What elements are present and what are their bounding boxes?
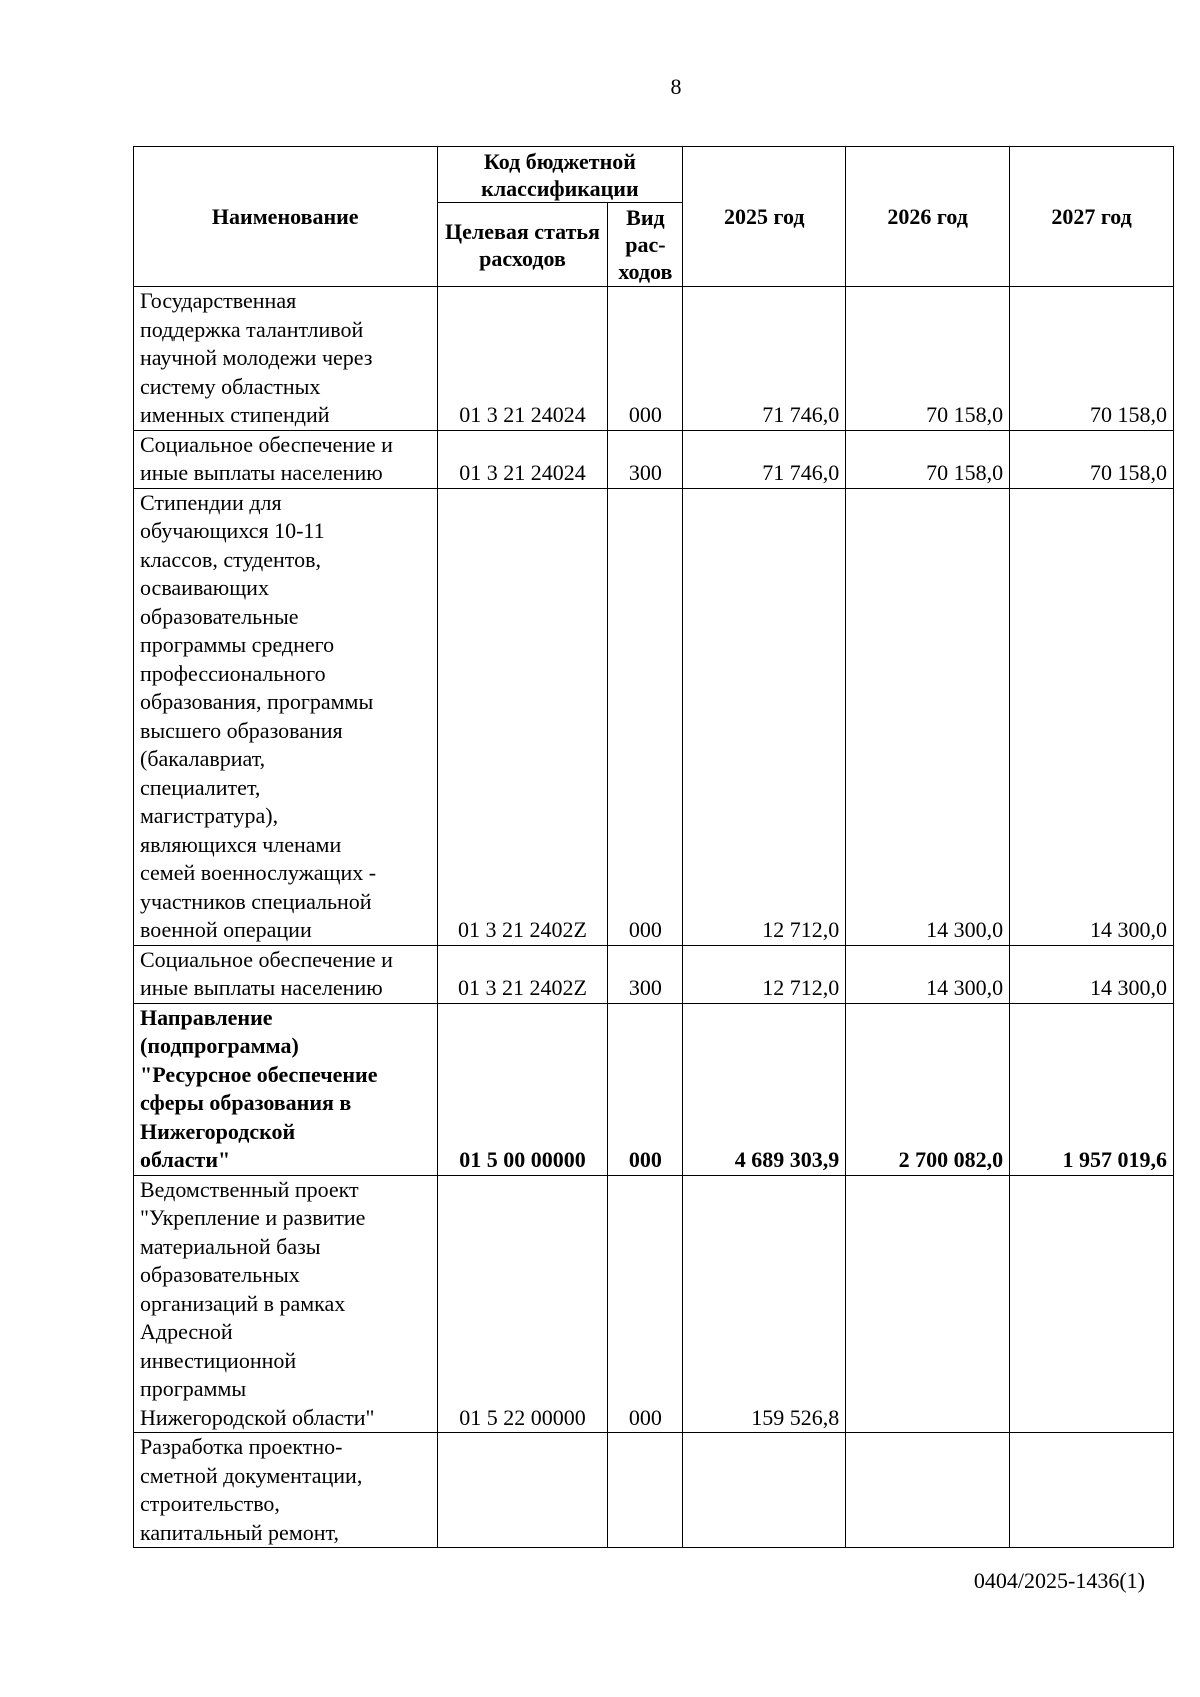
row-name-line: Адресной <box>140 1319 233 1344</box>
row-name-line: сферы образования в <box>140 1090 352 1115</box>
row-expense-kind: 300 <box>608 430 683 488</box>
table-body <box>134 287 1174 1548</box>
row-name-line: образования, программы <box>140 689 374 714</box>
row-name-line: Государственная <box>140 288 297 313</box>
row-name-line: систему областных <box>140 373 321 399</box>
table-header <box>134 147 1174 287</box>
row-name-line: высшего образования <box>140 717 343 743</box>
table-row <box>134 488 1174 945</box>
row-value-2027 <box>1010 1175 1174 1433</box>
row-name <box>134 287 438 431</box>
row-value-2026: 2 700 082,0 <box>846 1003 1010 1175</box>
table-row <box>134 1433 1174 1548</box>
row-value-2025: 159 526,8 <box>683 1175 846 1433</box>
row-target-article: 01 3 21 2402Z <box>437 945 608 1003</box>
row-name-line: строительство, <box>140 1491 280 1516</box>
document-code: 0404/2025-1436(1) <box>973 1568 1145 1593</box>
row-value-2027: 70 158,0 <box>1010 430 1174 488</box>
row-name-line: специалитет, <box>140 774 261 800</box>
row-value-2026: 14 300,0 <box>846 488 1010 945</box>
table-row <box>134 1003 1174 1175</box>
row-value-2027: 70 158,0 <box>1010 287 1174 431</box>
budget-table <box>133 146 1174 1548</box>
row-name <box>134 1003 438 1175</box>
row-name-line: материальной базы <box>140 1233 321 1259</box>
row-target-article <box>437 1433 608 1548</box>
row-name-line: осваивающих <box>140 575 269 600</box>
header-budget-code: Код бюджетной классификации <box>437 147 683 203</box>
row-value-2025: 4 689 303,9 <box>683 1003 846 1175</box>
row-expense-kind: 000 <box>608 488 683 945</box>
row-name-line: Стипендии для <box>140 489 282 515</box>
row-name-line: программы среднего <box>140 632 335 657</box>
row-name-line: профессионального <box>140 660 326 686</box>
row-target-article: 01 3 21 2402Z <box>437 488 608 945</box>
row-name-line: Ведомственный проект <box>140 1176 359 1202</box>
header-name: Наименование <box>134 147 438 287</box>
row-value-2026: 70 158,0 <box>846 430 1010 488</box>
header-year-2025: 2025 год <box>683 147 846 287</box>
row-name-line: обучающихся 10-11 <box>140 518 325 543</box>
row-name-line: участников специальной <box>140 888 372 914</box>
row-name-line: классов, студентов, <box>140 546 321 572</box>
row-value-2026 <box>846 1433 1010 1548</box>
header-target-article: Целевая статья расходов <box>437 203 608 287</box>
row-name-line: Разработка проектно- <box>140 1434 343 1459</box>
row-name-line: организаций в рамках <box>140 1290 346 1316</box>
row-expense-kind: 300 <box>608 945 683 1003</box>
row-name-line: "Укрепление и развитие <box>140 1205 366 1230</box>
row-name-line: образовательные <box>140 603 299 629</box>
row-value-2025: 12 712,0 <box>683 945 846 1003</box>
row-value-2027: 14 300,0 <box>1010 945 1174 1003</box>
row-value-2025 <box>683 1433 846 1548</box>
row-target-article: 01 3 21 24024 <box>437 287 608 431</box>
row-name-line: инвестиционной <box>140 1347 297 1373</box>
row-name-line: иные выплаты населению <box>140 460 383 485</box>
row-name-line: области" <box>140 1147 231 1172</box>
header-year-2027: 2027 год <box>1010 147 1174 287</box>
row-name <box>134 1175 438 1433</box>
row-name-line: магистратура), <box>140 803 279 828</box>
row-name-line: Социальное обеспечение и <box>140 946 393 972</box>
row-name-line: Социальное обеспечение и <box>140 431 393 457</box>
row-name-line: являющихся членами <box>140 831 342 857</box>
row-name <box>134 430 438 488</box>
row-expense-kind <box>608 1433 683 1548</box>
row-value-2025: 71 746,0 <box>683 430 846 488</box>
row-name-line: сметной документации, <box>140 1462 363 1488</box>
row-value-2026 <box>846 1175 1010 1433</box>
row-name-line: "Ресурсное обеспечение <box>140 1061 378 1087</box>
row-name-line: Нижегородской области" <box>140 1404 375 1430</box>
row-value-2027: 1 957 019,6 <box>1010 1003 1174 1175</box>
table-row <box>134 430 1174 488</box>
row-name-line: (подпрограмма) <box>140 1033 299 1058</box>
row-name-line: поддержка талантливой <box>140 316 364 342</box>
table-row <box>134 1175 1174 1433</box>
row-name-line: именных стипендий <box>140 402 330 427</box>
table-row <box>134 287 1174 431</box>
row-value-2026: 14 300,0 <box>846 945 1010 1003</box>
table-row <box>134 945 1174 1003</box>
row-target-article: 01 5 00 00000 <box>437 1003 608 1175</box>
row-name <box>134 945 438 1003</box>
row-value-2025: 12 712,0 <box>683 488 846 945</box>
row-expense-kind: 000 <box>608 287 683 431</box>
header-expense-kind: Вид рас-ходов <box>608 203 683 287</box>
row-name-line: военной операции <box>140 917 312 942</box>
row-target-article: 01 3 21 24024 <box>437 430 608 488</box>
row-expense-kind: 000 <box>608 1003 683 1175</box>
row-name-line: программы <box>140 1376 247 1401</box>
row-value-2025: 71 746,0 <box>683 287 846 431</box>
row-name <box>134 488 438 945</box>
row-name <box>134 1433 438 1548</box>
row-name-line: образовательных <box>140 1262 300 1287</box>
row-value-2027: 14 300,0 <box>1010 488 1174 945</box>
page-number: 8 <box>670 74 682 99</box>
row-value-2026: 70 158,0 <box>846 287 1010 431</box>
row-value-2027 <box>1010 1433 1174 1548</box>
row-name-line: семей военнослужащих - <box>140 860 377 885</box>
row-name-line: Нижегородской <box>140 1118 296 1144</box>
row-target-article: 01 5 22 00000 <box>437 1175 608 1433</box>
row-name-line: научной молодежи через <box>140 345 373 370</box>
header-year-2026: 2026 год <box>846 147 1010 287</box>
row-name-line: иные выплаты населению <box>140 975 383 1000</box>
row-name-line: (бакалавриат, <box>140 746 266 771</box>
row-name-line: Направление <box>140 1004 273 1030</box>
row-expense-kind: 000 <box>608 1175 683 1433</box>
row-name-line: капитальный ремонт, <box>140 1519 339 1545</box>
